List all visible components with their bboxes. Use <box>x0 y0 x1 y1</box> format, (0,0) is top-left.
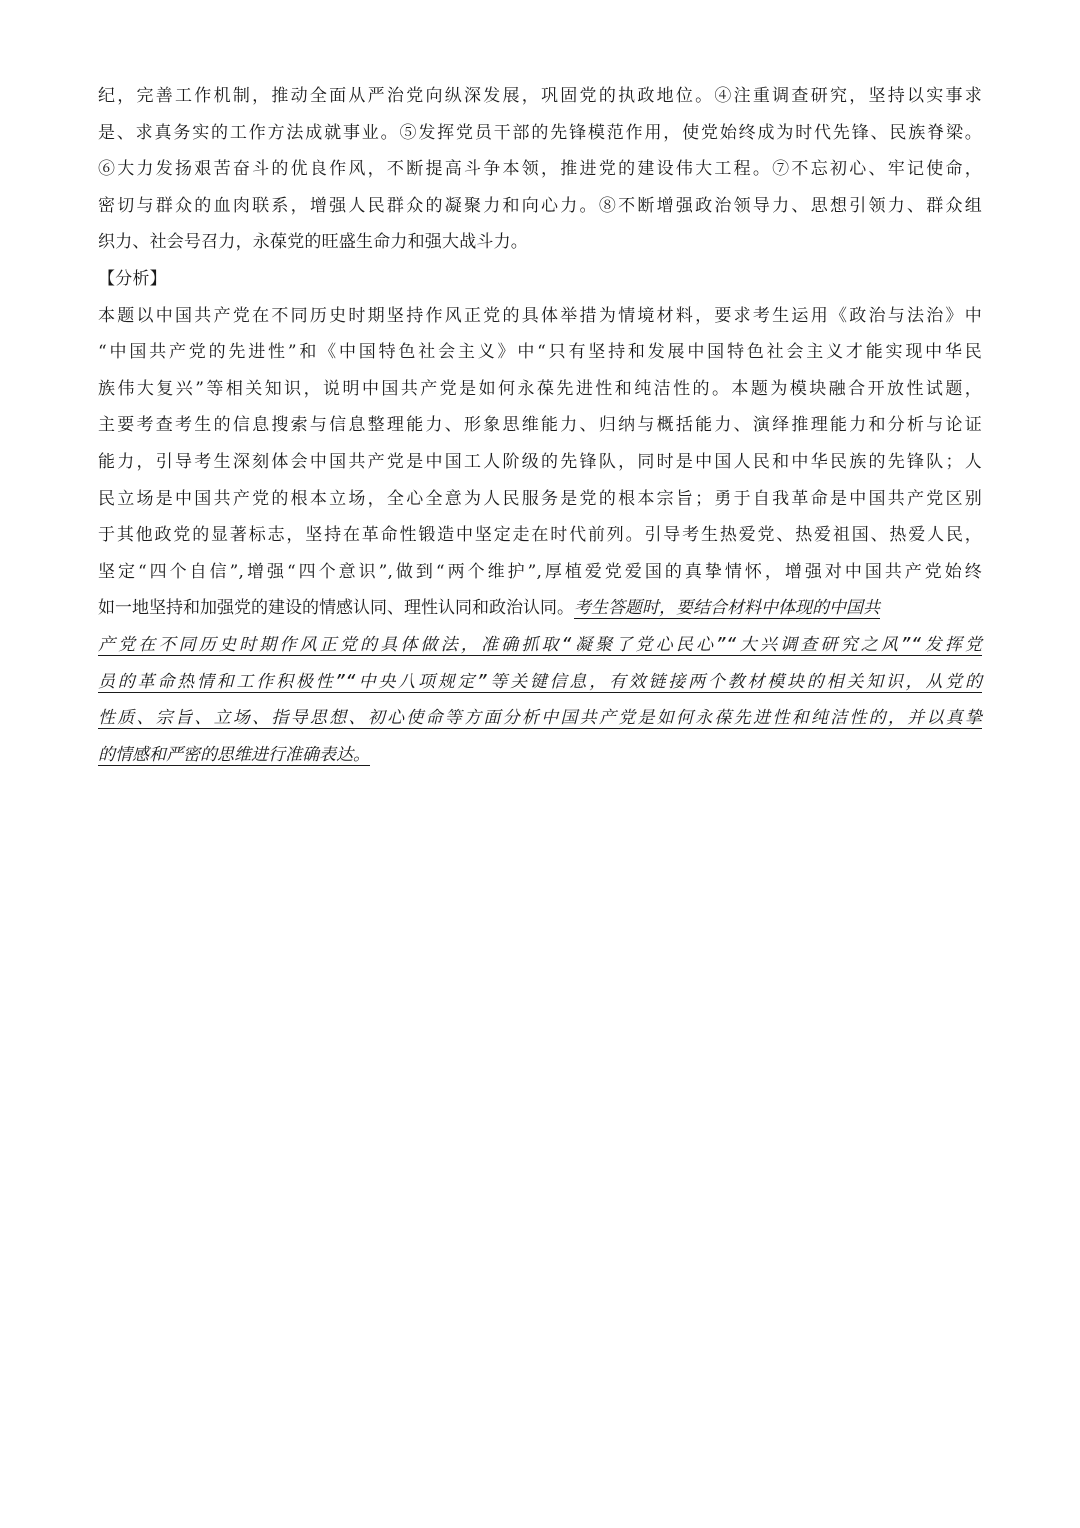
underlined-text-line <box>98 737 982 774</box>
underlined-text-span: 的情感和严密的思维进行准确表达。 <box>98 744 370 765</box>
underlined-text-line <box>98 664 982 701</box>
analysis-paragraph <box>98 298 982 774</box>
text-line: 族伟大复兴”等相关知识，说明中国共产党是如何永葆先进性和纯洁性的。本题为模块融合开放性试题， <box>98 378 982 399</box>
underlined-text-span: 员的革命热情和工作积极性”“中央八项规定”等关键信息，有效链接两个教材模块的相关知识，从党的 <box>98 671 982 692</box>
text-line: 本题以中国共产党在不同历史时期坚持作风正党的具体举措为情境材料，要求考生运用《政治与法治》中 <box>98 305 982 326</box>
top-paragraph <box>98 78 982 261</box>
text-line: “中国共产党的先进性”和《中国特色社会主义》中“只有坚持和发展中国特色社会主义才能实现中华民 <box>98 342 982 363</box>
text-span: 如一地坚持和加强党的建设的情感认同、理性认同和政治认同。 <box>98 598 574 619</box>
underlined-text-span: 产党在不同历史时期作风正党的具体做法，准确抓取“凝聚了党心民心”“大兴调查研究之风”“发挥党 <box>98 634 982 655</box>
mixed-text-line <box>98 590 982 627</box>
underlined-text-line <box>98 700 982 737</box>
underlined-text-span: 性质、宗旨、立场、指导思想、初心使命等方面分析中国共产党是如何永葆先进性和纯洁性的，并以真挚 <box>98 708 982 729</box>
text-line: 能力，引导考生深刻体会中国共产党是中国工人阶级的先锋队，同时是中国人民和中华民族的先锋队；人 <box>98 451 982 472</box>
text-line: 于其他政党的显著标志，坚持在革命性锻造中坚定走在时代前列。引导考生热爱党、热爱祖国、热爱人民， <box>98 525 982 546</box>
text-line: 主要考查考生的信息搜索与信息整理能力、形象思维能力、归纳与概括能力、演绎推理能力和分析与论证 <box>98 415 982 436</box>
text-line: 是、求真务实的工作方法成就事业。⑤发挥党员干部的先锋模范作用，使党始终成为时代先锋、民族脊梁。 <box>98 122 982 143</box>
text-line: 民立场是中国共产党的根本立场，全心全意为人民服务是党的根本宗旨；勇于自我革命是中国共产党区别 <box>98 488 982 509</box>
text-line: 织力、社会号召力，永葆党的旺盛生命力和强大战斗力。 <box>98 232 528 253</box>
text-line: 坚定“四个自信”,增强“四个意识”,做到“两个维护”,厚植爱党爱国的真挚情怀，增强对中国共产党始终 <box>98 561 982 582</box>
underlined-text-line <box>98 627 982 664</box>
analysis-heading: 【分析】 <box>98 268 167 289</box>
text-line: 纪，完善工作机制，推动全面从严治党向纵深发展，巩固党的执政地位。④注重调查研究，坚持以实事求 <box>98 86 982 106</box>
underlined-text-span: 考生答题时，要结合材料中体现的中国共 <box>574 598 880 619</box>
text-line: ⑥大力发扬艰苦奋斗的优良作风，不断提高斗争本领，推进党的建设伟大工程。⑦不忘初心、牢记使命， <box>98 159 982 180</box>
document-page <box>98 78 982 773</box>
text-line: 密切与群众的血肉联系，增强人民群众的凝聚力和向心力。⑧不断增强政治领导力、思想引领力、群众组 <box>98 195 982 216</box>
